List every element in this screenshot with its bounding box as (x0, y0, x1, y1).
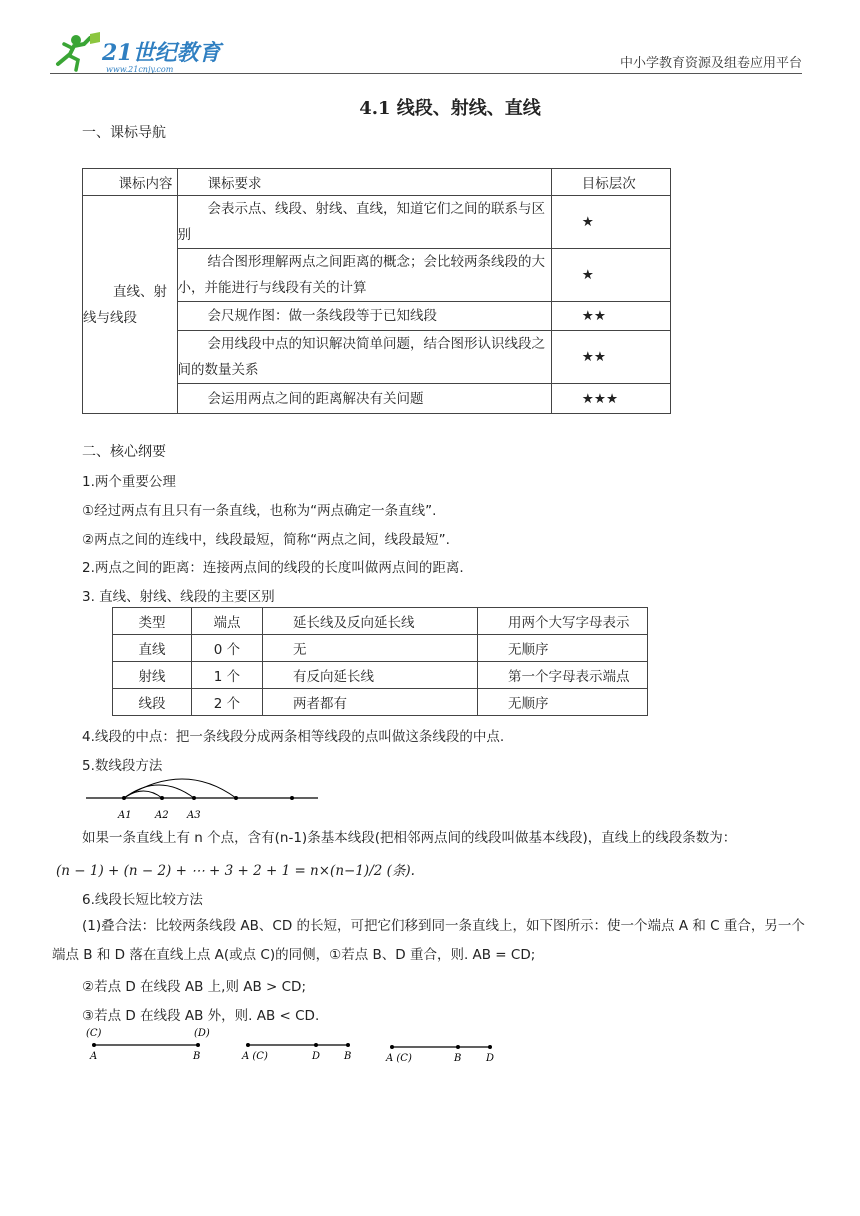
figure-less (385, 1045, 494, 1064)
header-cell: 课标内容 (83, 169, 178, 196)
table-cell: 1 个 (192, 662, 263, 689)
paragraph: 1.两个重要公理 (82, 474, 176, 490)
platform-name: 中小学教育资源及组卷应用平台 (619, 56, 802, 71)
point-label: (C) (86, 1028, 102, 1039)
point-label: A (C) (242, 1051, 268, 1062)
point-label: D (312, 1051, 321, 1062)
section1-heading: 一、课标导航 (82, 125, 166, 141)
point-label: (D) (194, 1028, 210, 1039)
arc (124, 779, 236, 798)
point (390, 1045, 394, 1049)
table-cell: 线段 (113, 689, 192, 716)
paragraph: ①经过两点有且只有一条直线，也称为“两点确定一条直线”. (82, 503, 437, 519)
figure-equal (86, 1028, 210, 1062)
point-label: B (344, 1051, 352, 1062)
table-row (83, 196, 671, 249)
table-cell: 有反向延长线 (263, 662, 478, 689)
header-cell: 延长线及反向延长线 (263, 608, 478, 635)
requirement-cell: 会用线段中点的知识解决简单问题，结合图形认识线段之间的数量关系 (177, 331, 551, 384)
point-label: A2 (155, 810, 169, 821)
requirement-cell: 会运用两点之间的距离解决有关问题 (177, 384, 551, 414)
paragraph: 5.数线段方法 (82, 758, 163, 774)
level-cell: ★★★ (551, 384, 670, 414)
table-row (113, 662, 648, 689)
level-cell: ★★ (551, 331, 670, 384)
table-cell: 无顺序 (478, 635, 648, 662)
paragraph: 4.线段的中点：把一条线段分成两条相等线段的点叫做这条线段的中点. (82, 729, 505, 745)
requirement-cell: 会表示点、线段、射线、直线，知道它们之间的联系与区别 (177, 196, 551, 249)
point-label: A1 (118, 810, 132, 821)
table-cell: 2 个 (192, 689, 263, 716)
curriculum-table (82, 168, 671, 414)
logo-21cnjy (50, 30, 230, 74)
category-cell: 直线、射线与线段 (83, 196, 178, 414)
point (92, 1043, 96, 1047)
point-label: B (454, 1053, 462, 1064)
point-label: B (193, 1051, 201, 1062)
text: 如果一条直线上有 n 个点，含有(n-1)条基本线段(把相邻两点间的线段叫做基本线段)，直线上的线段条数为： (82, 830, 737, 846)
runner-icon (58, 32, 100, 70)
formula: (n − 1) + (n − 2) + ⋯ + 3 + 2 + 1 = n×(n−1)/2 (条). (56, 863, 415, 879)
segment-count-figure (84, 774, 324, 824)
point-label: A (90, 1051, 98, 1062)
header-cell: 用两个大写字母表示 (478, 608, 648, 635)
requirement-cell: 结合图形理解两点之间距离的概念；会比较两条线段的大小，并能进行与线段有关的计算 (177, 249, 551, 302)
point (122, 796, 126, 800)
point (456, 1045, 460, 1049)
level-cell: ★★ (551, 302, 670, 331)
paragraph: ②若点 D 在线段 AB 上,则 AB > CD; (82, 979, 307, 995)
point (234, 796, 238, 800)
point (196, 1043, 200, 1047)
comparison-figure (84, 1024, 514, 1068)
header-cell: 类型 (113, 608, 192, 635)
table-cell: 第一个字母表示端点 (478, 662, 648, 689)
paragraph (52, 824, 812, 853)
point (290, 796, 294, 800)
section2-heading: 二、核心纲要 (82, 444, 166, 460)
point-label: D (486, 1053, 495, 1064)
table-cell: 0 个 (192, 635, 263, 662)
paragraph: ③若点 D 在线段 AB 外，则. AB < CD. (82, 1008, 320, 1024)
paragraph: ②两点之间的连线中，线段最短，简称“两点之间，线段最短”. (82, 532, 450, 548)
paragraph: 3. 直线、射线、线段的主要区别 (82, 589, 275, 605)
paragraph: (1)叠合法：比较两条线段 AB、CD 的长短，可把它们移到同一条直线上，如下图所示：使一个端点 A 和 C 重合，另一个端点 B 和 D 落在直线上点 A(或点 C)的同侧，①若点 B、D 重合，则. AB = CD; (52, 918, 805, 963)
point (246, 1043, 250, 1047)
logo-text: 21世纪教育 (102, 40, 221, 66)
point (314, 1043, 318, 1047)
point-label: A (C) (386, 1053, 412, 1064)
point (192, 796, 196, 800)
page-title: 4.1 线段、射线、直线 (359, 98, 541, 119)
table-cell: 无 (263, 635, 478, 662)
paragraph: 6.线段长短比较方法 (82, 892, 203, 908)
point (160, 796, 164, 800)
paragraph: 2.两点之间的距离：连接两点间的线段的长度叫做两点间的距离. (82, 560, 464, 576)
requirement-cell: 会尺规作图：做一条线段等于已知线段 (177, 302, 551, 331)
table-row (113, 689, 648, 716)
header-cell: 课标要求 (177, 169, 551, 196)
logo-url: www.21cnjy.com (106, 65, 174, 74)
table-cell: 射线 (113, 662, 192, 689)
figure-greater (241, 1043, 351, 1062)
table-cell: 直线 (113, 635, 192, 662)
header-cell: 目标层次 (551, 169, 670, 196)
point (488, 1045, 492, 1049)
point (346, 1043, 350, 1047)
level-cell: ★ (551, 196, 670, 249)
table-row (113, 635, 648, 662)
table-cell: 两者都有 (263, 689, 478, 716)
table-header-row (113, 608, 648, 635)
line-types-table (112, 607, 648, 716)
level-cell: ★ (551, 249, 670, 302)
table-cell: 无顺序 (478, 689, 648, 716)
header-cell: 端点 (192, 608, 263, 635)
table-header-row (83, 169, 671, 196)
point-label: A3 (187, 810, 201, 821)
header-divider (50, 73, 802, 74)
